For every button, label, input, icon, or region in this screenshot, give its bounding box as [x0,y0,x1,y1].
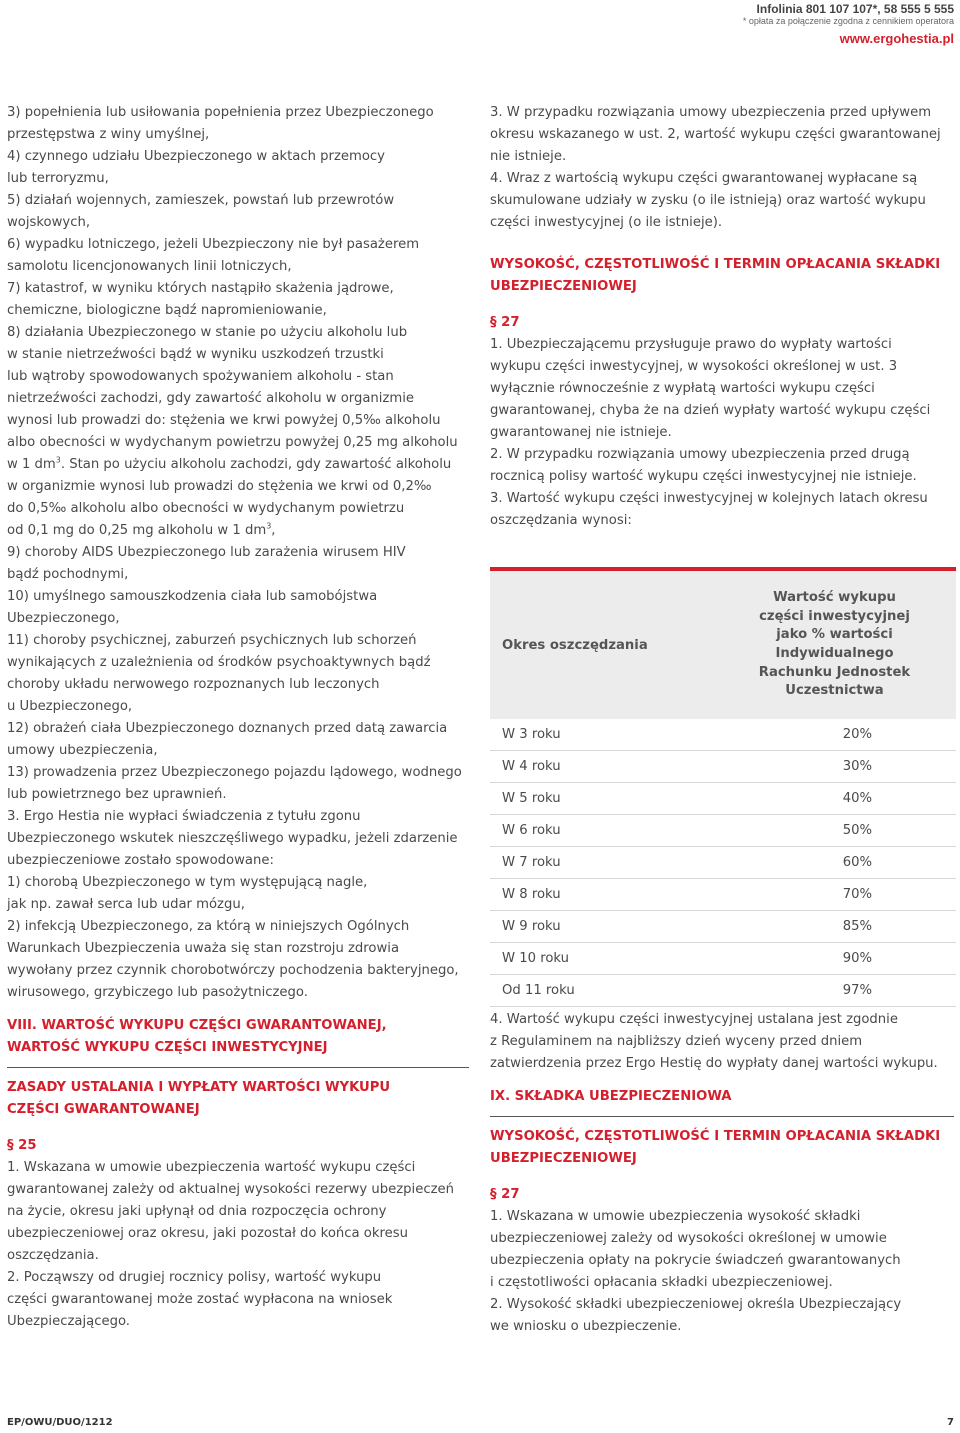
table-row [490,943,956,975]
text-line: choroby układu nerwowego rozpoznanych lub leczonych [7,677,380,692]
text-line: Ubezpieczającego. [7,1314,130,1329]
text-line: od 0,1 mg do 0,25 mg alkoholu w 1 $dm^3$, [7,521,276,538]
table-cell-percent: 20% [713,719,956,751]
text-line: 11) choroby psychicznej, zaburzeń psychicznych lub schorzeń [7,633,417,648]
paragraph-number: § 27 [490,1187,520,1202]
text-line: nie istnieje. [490,149,567,164]
text-line: 6) wypadku lotniczego, jeżeli Ubezpieczony nie był pasażerem [7,237,420,252]
text-line: 1) chorobą Ubezpieczonego w tym występującą nagle, [7,875,368,890]
subsection-title-guaranteed: ZASADY USTALANIA I WYPŁATY WARTOŚCI WYKUPU CZĘŚCI GWARANTOWANEJ [7,1080,391,1117]
text-line: 10) umyślnego samouszkodzenia ciała lub samobójstwa [7,589,378,604]
document-code: EP/OWU/DUO/1212 [7,1417,113,1428]
text-line: ubezpieczeniowej zależy od wysokości określonej w umowie [490,1231,887,1246]
table-cell-percent: 60% [713,847,956,879]
text-line: 2. Począwszy od drugiej rocznicy polisy, wartość wykupu [7,1270,382,1285]
text-line: we wniosku o ubezpieczenie. [490,1319,682,1334]
text-line: 1. Ubezpieczającemu przysługuje prawo do wypłaty wartości [490,337,892,352]
exclusions-list-part1 [7,102,477,454]
table-cell-percent: 30% [713,751,956,783]
subsection-title-premium: WYSOKOŚĆ, CZĘSTOTLIWOŚĆ I TERMIN OPŁACANIA SKŁADKI UBEZPIECZENIOWEJ [490,1129,941,1166]
text-line: gwarantowanej zależy od aktualnej wysokości rezerwy ubezpieczeń [7,1182,454,1197]
surrender-value-table [490,567,956,1007]
exclusions-list-part2 [7,476,477,520]
text-line: Ubezpieczonego wskutek nieszczęśliwego wypadku, jeżeli zdarzenie [7,831,458,846]
text-line: i częstotliwości opłacania składki ubezpieczeniowej. [490,1275,833,1290]
text-line: oszczędzania wynosi: [490,513,632,528]
text-line: do 0,5‰ alkoholu albo obecności w wydychanym powietrzu [7,501,405,516]
text-line: 3. Wartość wykupu części inwestycyjnej w kolejnych latach okresu [490,491,928,506]
section-divider [490,1116,954,1117]
text-line: 12) obrażeń ciała Ubezpieczonego doznanych przed datą zawarcia [7,721,448,736]
text-line: skumulowane udziały w zysku (o ile istnieją) oraz wartość wykupu [490,193,926,208]
section-title-viii: VIII. WARTOŚĆ WYKUPU CZĘŚCI GWARANTOWANEJ, WARTOŚĆ WYKUPU CZĘŚCI INWESTYCYJNEJ [7,1018,387,1055]
text-line: samolotu licencjonowanych linii lotniczych, [7,259,292,274]
text-line: części inwestycyjnej (o ile istnieje). [490,215,723,230]
paragraph-27-text [490,1206,954,1338]
text-line: 8) działania Ubezpieczonego w stanie po użyciu alkoholu lub [7,325,408,340]
paragraph-26-point4 [490,1009,954,1338]
text-line: wynosi lub prowadzi do: stężenia we krwi powyżej 0,5‰ alkoholu [7,413,441,428]
text-line: bądź pochodnymi, [7,567,129,582]
table-row [490,783,956,815]
page-number: 7 [947,1417,954,1428]
paragraph-25-text [7,1157,477,1333]
paragraph-26-text [490,334,956,532]
text-line: 2. W przypadku rozwiązania umowy ubezpieczenia przed drugą [490,447,910,462]
table-cell-period: W 3 roku [490,719,713,751]
paragraph-25-continued [490,102,956,234]
text-line: ubezpieczenia opłaty na pokrycie świadczeń gwarantowanych [490,1253,901,1268]
table-cell-percent: 70% [713,879,956,911]
paragraph-number: § 27 [490,315,520,330]
text-line: 4. Wartość wykupu części inwestycyjnej ustalana jest zgodnie [490,1012,898,1027]
text-line: umowy ubezpieczenia, [7,743,158,758]
text-line: na życie, okresu jaki upłynął od dnia rozpoczęcia ochrony [7,1204,387,1219]
page-header [743,2,954,47]
text-line: 3. W przypadku rozwiązania umowy ubezpieczenia przed upływem [490,105,932,120]
text-line: 3) popełnienia lub usiłowania popełnienia przez Ubezpieczonego [7,105,434,120]
text-line: rocznicą polisy wartość wykupu części inwestycyjnej nie istnieje. [490,469,917,484]
text-line: lub terroryzmu, [7,171,109,186]
table-row [490,879,956,911]
text-line: 2) infekcją Ubezpieczonego, za którą w niniejszych Ogólnych [7,919,410,934]
text-line: chemiczne, biologiczne bądź napromieniowanie, [7,303,327,318]
section-divider [7,1067,469,1068]
table-cell-percent: 97% [713,975,956,1007]
text-line: wywołany przez czynnik chorobotwórczy pochodzenia bakteryjnego, [7,963,459,978]
text-line: części gwarantowanej może zostać wypłacona na wniosek [7,1292,393,1307]
text-line: wynikających z uzależnienia od środków psychoaktywnych bądź [7,655,431,670]
table-cell-period: W 6 roku [490,815,713,847]
table-header-period: Okres oszczędzania [490,569,713,719]
text-line: lub powietrznego bez uprawnień. [7,787,227,802]
text-line: zatwierdzenia przez Ergo Hestię do wypłaty danej wartości wykupu. [490,1056,938,1071]
table-cell-period: W 4 roku [490,751,713,783]
text-line: Warunkach Ubezpieczenia uważa się stan rozstroju zdrowia [7,941,400,956]
text-line: 1. Wskazana w umowie ubezpieczenia wysokość składki [490,1209,861,1224]
hotline-text: Infolinia 801 107 107*, 58 555 5 555 [756,2,954,16]
text-line: w 1 $dm^3$. Stan po użyciu alkoholu zachodzi, gdy zawartość alkoholu [7,455,452,472]
text-line: ubezpieczeniowe zostało spowodowane: [7,853,274,868]
text-line: wyłącznie równocześnie z wypłatą wartości wykupu części [490,381,875,396]
text-line: nietrzeźwości zachodzi, gdy zawartość alkoholu w organizmie [7,391,414,406]
table-cell-period: W 5 roku [490,783,713,815]
text-line: 1. Wskazana w umowie ubezpieczenia wartość wykupu części [7,1160,416,1175]
text-line: w organizmie wynosi lub prowadzi do stężenia we krwi od 0,2‰ [7,479,432,494]
text-line: 13) prowadzenia przez Ubezpieczonego pojazdu lądowego, wodnego [7,765,462,780]
text-line: z Regulaminem na najbliższy dzień wyceny przed dniem [490,1034,863,1049]
paragraph-number: § 25 [7,1138,37,1153]
text-line: wykupu części inwestycyjnej, w wysokości określonej w ust. 3 [490,359,898,374]
text-line: przestępstwa z winy umyślnej, [7,127,210,142]
text-line: albo obecności w wydychanym powietrzu powyżej 0,25 mg alkoholu [7,435,458,450]
text-line: w stanie nietrzeźwości bądź w wyniku uszkodzeń trzustki [7,347,384,362]
text-line: okresu wskazanego w ust. 2, wartość wykupu części gwarantowanej [490,127,941,142]
subsection-title-investment: WYSOKOŚĆ, CZĘSTOTLIWOŚĆ I TERMIN OPŁACANIA SKŁADKI UBEZPIECZENIOWEJ [490,257,941,294]
text-line: 7) katastrof, w wyniku których nastąpiło skażenia jądrowe, [7,281,394,296]
text-line: 5) działań wojennych, zamieszek, powstań lub przewrotów [7,193,395,208]
table-cell-period: W 8 roku [490,879,713,911]
table-cell-period: W 10 roku [490,943,713,975]
exclusions-list-part3 [7,542,477,1004]
text-line: 9) choroby AIDS Ubezpieczonego lub zarażenia wirusem HIV [7,545,406,560]
text-line: oszczędzania. [7,1248,99,1263]
table-header-value: Wartość wykupu części inwestycyjnej jako % wartości Indywidualnego Rachunku Jednostek Uczestnictwa [713,569,956,719]
table-cell-period: W 9 roku [490,911,713,943]
table-row [490,975,956,1007]
text-line: 3. Ergo Hestia nie wypłaci świadczenia z tytułu zgonu [7,809,361,824]
text-line: 4. Wraz z wartością wykupu części gwarantowanej wypłacane są [490,171,918,186]
text-line: wojskowych, [7,215,91,230]
text-line: 2. Wysokość składki ubezpieczeniowej określa Ubezpieczający [490,1297,902,1312]
table-row [490,751,956,783]
text-line: wirusowego, grzybiczego lub pasożytniczego. [7,985,308,1000]
table-cell-percent: 40% [713,783,956,815]
table-cell-percent: 90% [713,943,956,975]
text-line: jak np. zawał serca lub udar mózgu, [7,897,245,912]
text-line: gwarantowanej nie istnieje. [490,425,672,440]
table-cell-period: Od 11 roku [490,975,713,1007]
text-line: u Ubezpieczonego, [7,699,133,714]
text-line: 4) czynnego udziału Ubezpieczonego w aktach przemocy [7,149,385,164]
table-cell-period: W 7 roku [490,847,713,879]
text-line: Ubezpieczonego, [7,611,120,626]
hotline-note: * opłata za połączenie zgodna z cennikiem operatora [742,16,954,26]
table-cell-percent: 85% [713,911,956,943]
table-row [490,847,956,879]
table-cell-percent: 50% [713,815,956,847]
table-row [490,719,956,751]
text-line: gwarantowanej, chyba że na dzień wypłaty wartość wykupu części [490,403,931,418]
left-column [7,102,477,1333]
table-row [490,815,956,847]
text-line: ubezpieczeniowej oraz okresu, jaki pozostał do końca okresu [7,1226,408,1241]
section-title-ix: IX. SKŁADKA UBEZPIECZENIOWA [490,1089,732,1104]
table-row [490,911,956,943]
text-line: lub wątroby spowodowanych spożywaniem alkoholu - stan [7,369,394,384]
website-link[interactable]: www.ergohestia.pl [839,31,954,46]
